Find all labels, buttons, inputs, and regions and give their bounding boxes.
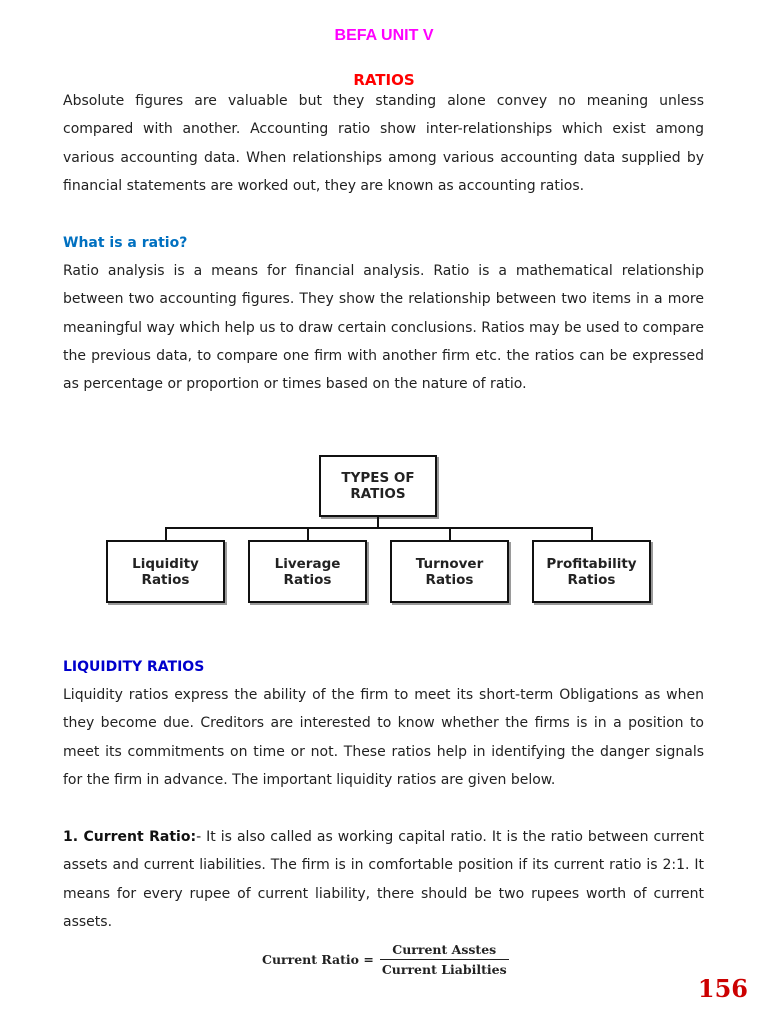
formula-denominator: Current Liabilties bbox=[380, 959, 509, 977]
formula-numerator: Current Asstes bbox=[392, 941, 497, 957]
heading-what-is-ratio: What is a ratio? bbox=[63, 235, 188, 251]
connector-to-child-1 bbox=[165, 527, 167, 541]
current-ratio-text: - It is also called as working capital ratio. It is the ratio between current assets and current liabilities. The firm is in comfortable position if its current ratio is 2:1. It means for every rupee of current liability, there should be two rupees worth of current assets. bbox=[63, 829, 704, 930]
child-label-liverage: Liverage Ratios bbox=[274, 555, 341, 588]
diagram-root-label: TYPES OF RATIOS bbox=[341, 470, 415, 502]
diagram-child-liverage bbox=[248, 540, 367, 603]
connector-horizontal bbox=[165, 527, 593, 529]
current-ratio-paragraph bbox=[63, 823, 704, 936]
connector-to-child-4 bbox=[591, 527, 593, 541]
diagram-child-profitability bbox=[532, 540, 651, 603]
diagram-child-liquidity bbox=[106, 540, 225, 603]
heading-liquidity-ratios: LIQUIDITY RATIOS bbox=[63, 659, 205, 675]
document-title: BEFA UNIT V bbox=[334, 27, 434, 44]
current-ratio-formula bbox=[262, 938, 509, 980]
child-label-profitability: Profitability Ratios bbox=[546, 555, 637, 588]
diagram-child-turnover bbox=[390, 540, 509, 603]
child-label-turnover: Turnover Ratios bbox=[415, 555, 484, 588]
page-number: 156 bbox=[697, 974, 748, 1003]
formula-fraction bbox=[380, 942, 509, 977]
connector-to-child-2 bbox=[307, 527, 309, 541]
ratio-types-diagram bbox=[0, 450, 768, 610]
diagram-root-box bbox=[319, 455, 437, 517]
what-is-ratio-paragraph: Ratio analysis is a means for financial analysis. Ratio is a mathematical relationship between two accounting figures. They show the relationship between two items in a more meaningful way which help us to draw certain conclusions. Ratios may be used to compare the previous data, to compare one firm with another firm etc. the ratios can be expressed as percentage or proportion or times based on the nature of ratio. bbox=[63, 263, 704, 393]
connector-to-child-3 bbox=[449, 527, 451, 541]
intro-paragraph: Absolute figures are valuable but they standing alone convey no meaning unless compared with another. Accounting ratio show inter-relationships which exist among various accounting data. When relationships among various accounting data supplied by financial statements are worked out, they are known as accounting ratios. bbox=[63, 93, 704, 194]
current-ratio-label: 1. Current Ratio: bbox=[63, 829, 197, 845]
section-title-ratios: RATIOS bbox=[353, 71, 415, 89]
formula-lhs: Current Ratio = bbox=[262, 951, 374, 967]
liquidity-paragraph: Liquidity ratios express the ability of the firm to meet its short-term Obligations as when they become due. Creditors are interested to know whether the firms is in a position to meet its commitments on time or not. These ratios help in identifying the danger signals for the firm in advance. The important liquidity ratios are given below. bbox=[63, 687, 704, 788]
child-label-liquidity: Liquidity Ratios bbox=[132, 555, 199, 588]
